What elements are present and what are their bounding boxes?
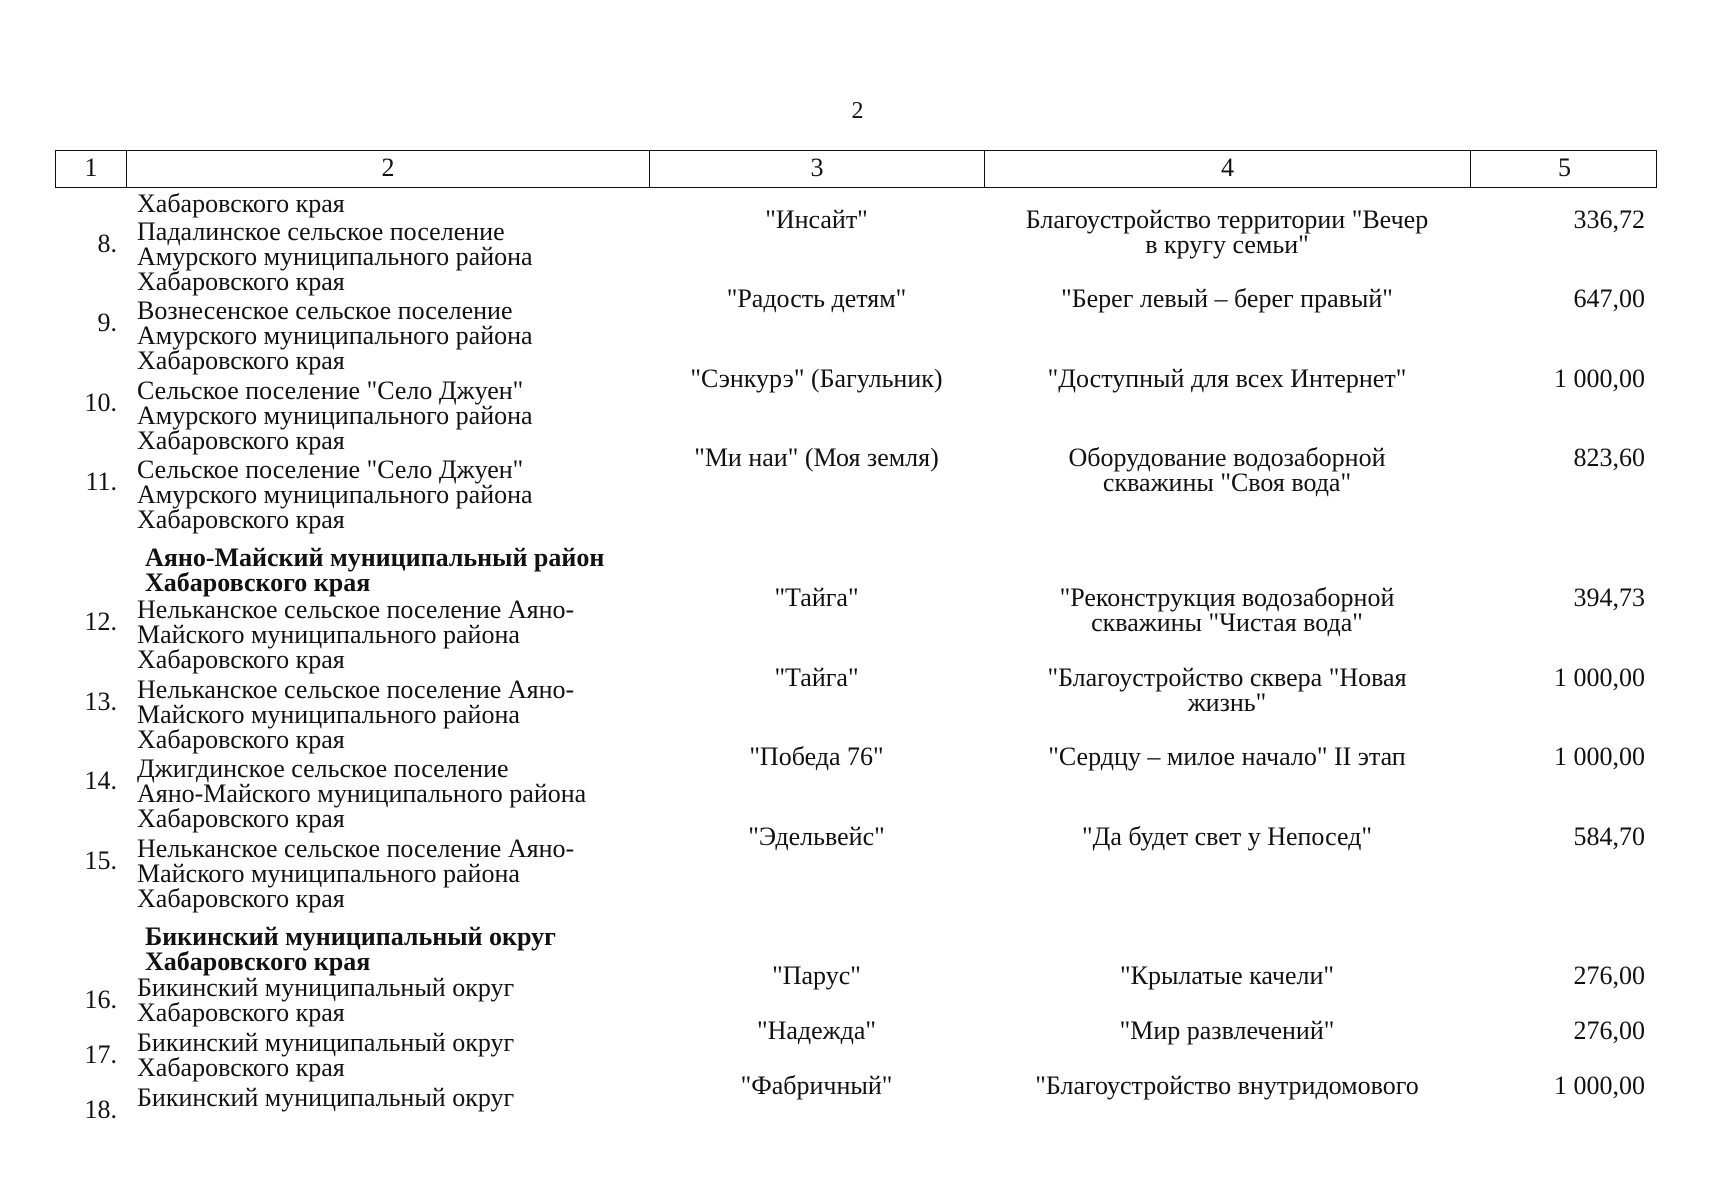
- organization-name: "Тайга": [774, 663, 859, 692]
- organization-name: "Фабричный": [740, 1071, 893, 1100]
- project-name: "Мир развлечений": [1119, 1016, 1335, 1045]
- organization-name: "Ми наи" (Моя земля): [694, 443, 939, 472]
- settlement-name: Сельское поселение "Село Джуен": [137, 455, 524, 484]
- settlement-name: Хабаровского края: [137, 725, 345, 754]
- settlement-name: Майского муниципального района: [137, 859, 520, 888]
- organization-name: "Тайга": [774, 583, 859, 612]
- settlement-name: Майского муниципального района: [137, 620, 520, 649]
- settlement-name: Нельканское сельское поселение Аяно-: [137, 595, 575, 624]
- header-col-3: 3: [650, 151, 985, 187]
- row-number: 15.: [84, 846, 117, 875]
- settlement-name: Амурского муниципального района: [137, 242, 533, 271]
- header-col-1: 1: [56, 151, 127, 187]
- settlement-name: Хабаровского края: [137, 1053, 345, 1082]
- settlement-name: Аяно-Майского муниципального района: [137, 779, 587, 808]
- table-header: [55, 150, 1657, 188]
- project-name: скважины "Чистая вода": [1091, 608, 1363, 637]
- settlement-name: Майского муниципального района: [137, 700, 520, 729]
- amount-value: 276,00: [1573, 1016, 1645, 1045]
- project-name: скважины "Своя вода": [1102, 468, 1352, 497]
- settlement-name: Хабаровского края: [137, 884, 345, 913]
- section-heading: Хабаровского края: [145, 568, 371, 597]
- organization-name: "Надежда": [756, 1016, 877, 1045]
- amount-value: 1 000,00: [1554, 742, 1645, 771]
- section-heading: Хабаровского края: [145, 947, 371, 976]
- row-number: 8.: [97, 229, 117, 258]
- row-number: 14.: [84, 766, 117, 795]
- organization-name: "Инсайт": [765, 205, 868, 234]
- project-name: Благоустройство территории "Вечер: [1025, 205, 1429, 234]
- row-number: 12.: [84, 607, 117, 636]
- header-col-5: 5: [1558, 153, 1571, 182]
- amount-value: 647,00: [1573, 284, 1645, 313]
- settlement-name: Хабаровского края: [137, 998, 345, 1027]
- organization-name: "Победа 76": [749, 742, 884, 771]
- project-name: в кругу семьи": [1145, 230, 1309, 259]
- amount-value: 1 000,00: [1554, 1071, 1645, 1100]
- row-number: 16.: [84, 985, 117, 1014]
- section-heading: Бикинский муниципальный округ: [145, 922, 556, 951]
- row-number: 10.: [84, 388, 117, 417]
- amount-value: 823,60: [1573, 443, 1645, 472]
- organization-name: "Эдельвейс": [748, 822, 885, 851]
- amount-value: 276,00: [1573, 961, 1645, 990]
- organization-name: "Сэнкурэ" (Багульник): [690, 364, 943, 393]
- project-name: "Доступный для всех Интернет": [1047, 364, 1407, 393]
- settlement-name: Вознесенское сельское поселение: [137, 296, 513, 325]
- row-number: 18.: [84, 1095, 117, 1124]
- row-number: 17.: [84, 1040, 117, 1069]
- settlement-name: Хабаровского края: [137, 426, 345, 455]
- row-number: 9.: [97, 308, 117, 337]
- settlement-name: Хабаровского края: [137, 267, 345, 296]
- continuation-line: Хабаровского края: [137, 189, 345, 218]
- project-name: "Берег левый – берег правый": [1061, 284, 1393, 313]
- project-name: "Благоустройство внутридомового: [1035, 1071, 1419, 1100]
- project-name: "Благоустройство сквера "Новая: [1047, 663, 1407, 692]
- header-col-4: 4: [985, 151, 1471, 187]
- amount-value: 584,70: [1573, 822, 1645, 851]
- amount-value: 336,72: [1573, 205, 1645, 234]
- row-number: 11.: [85, 467, 117, 496]
- settlement-name: Хабаровского края: [137, 804, 345, 833]
- settlement-name: Хабаровского края: [137, 645, 345, 674]
- settlement-name: Сельское поселение "Село Джуен": [137, 376, 524, 405]
- settlement-name: Нельканское сельское поселение Аяно-: [137, 675, 575, 704]
- project-name: "Сердцу – милое начало" II этап: [1048, 742, 1406, 771]
- settlement-name: Нельканское сельское поселение Аяно-: [137, 834, 575, 863]
- settlement-name: Амурского муниципального района: [137, 321, 533, 350]
- page-number: 2: [851, 98, 864, 124]
- project-name: Оборудование водозаборной: [1068, 443, 1386, 472]
- amount-value: 1 000,00: [1554, 663, 1645, 692]
- project-name: "Да будет свет у Непосед": [1082, 822, 1372, 851]
- settlement-name: Амурского муниципального района: [137, 401, 533, 430]
- header-col-2: 2: [127, 151, 650, 187]
- settlement-name: Бикинский муниципальный округ: [137, 1083, 515, 1112]
- project-name: "Реконструкция водозаборной: [1059, 583, 1395, 612]
- settlement-name: Хабаровского края: [137, 346, 345, 375]
- settlement-name: Падалинское сельское поселение: [137, 217, 505, 246]
- organization-name: "Радость детям": [726, 284, 907, 313]
- settlement-name: Бикинский муниципальный округ: [137, 1028, 515, 1057]
- row-number: 13.: [84, 687, 117, 716]
- settlement-name: Бикинский муниципальный округ: [137, 973, 515, 1002]
- project-name: жизнь": [1187, 688, 1267, 717]
- section-heading: Аяно-Майский муниципальный район: [145, 543, 605, 572]
- settlement-name: Джигдинское сельское поселение: [137, 754, 509, 783]
- amount-value: 394,73: [1573, 583, 1645, 612]
- project-name: "Крылатые качели": [1120, 961, 1334, 990]
- amount-value: 1 000,00: [1554, 364, 1645, 393]
- settlement-name: Амурского муниципального района: [137, 480, 533, 509]
- organization-name: "Парус": [772, 961, 861, 990]
- settlement-name: Хабаровского края: [137, 505, 345, 534]
